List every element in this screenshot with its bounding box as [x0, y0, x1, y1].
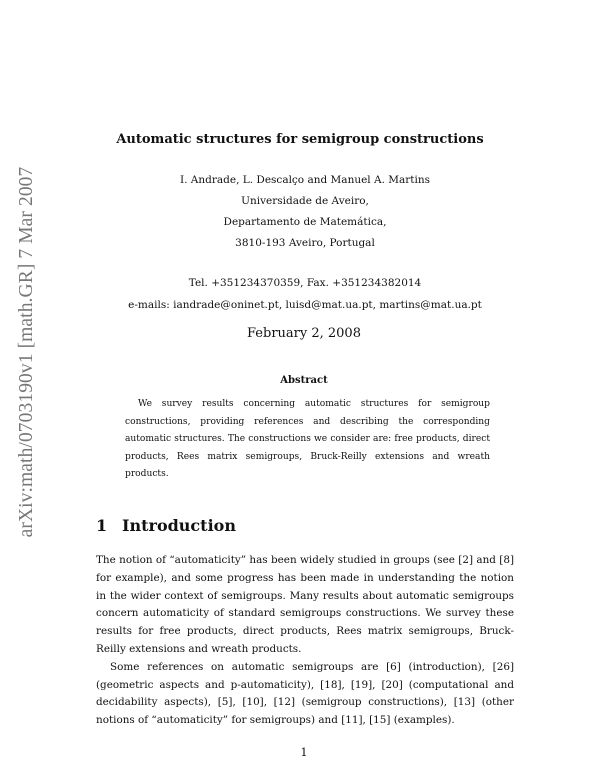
- section-number: 1: [96, 516, 108, 535]
- section-title: Introduction: [122, 516, 236, 535]
- affiliation-line-3: 3810-193 Aveiro, Portugal: [235, 237, 375, 249]
- section-body: [96, 552, 514, 730]
- paper-title: Automatic structures for semigroup constructions: [116, 132, 484, 147]
- body-paragraph: The notion of “automaticity” has been widely studied in groups (see [2] and [8] for example), and some progress has been made in understanding the notion in the wider context of semigroups. Many results about automatic semigroups concern automaticity of standard semigroups constructions. We survey these results for free products, direct products, Rees matrix semigroups, Bruck-Reilly extensions and wreath products.: [96, 554, 514, 655]
- abstract-text: We survey results concerning automatic structures for semigroup constructions, providing references and describing the corresponding automatic structures. The constructions we consider are: free products, direct products, Rees matrix semigroups, Bruck-Reilly extensions and wreath products.: [125, 399, 490, 480]
- authors: I. Andrade, L. Descalço and Manuel A. Martins: [179, 174, 431, 186]
- affiliation-line-2: Departamento de Matemática,: [223, 216, 387, 228]
- phone-fax: Tel. +351234370359, Fax. +351234382014: [188, 277, 422, 289]
- emails: e-mails: iandrade@oninet.pt, luisd@mat.ua.pt, martins@mat.ua.pt: [128, 299, 482, 311]
- abstract-heading: Abstract: [280, 375, 328, 386]
- affiliation-line-1: Universidade de Aveiro,: [241, 195, 369, 207]
- abstract-body: [125, 396, 490, 484]
- date: February 2, 2008: [247, 326, 361, 341]
- body-paragraph: Some references on automatic semigroups are [6] (introduction), [26] (geometric aspects and p-automaticity), [18], [19], [20] (computational and decidability aspects), [5], [10], [12] (semigroup constructions), [13] (other notions of “automaticity” for semigroups) and [11], [15] (examples).: [96, 660, 514, 727]
- page-number: 1: [300, 746, 308, 759]
- arxiv-identifier-text: arXiv:math/0703190v1 [math.GR] 7 Mar 2007: [16, 166, 37, 538]
- section-heading: [96, 516, 236, 535]
